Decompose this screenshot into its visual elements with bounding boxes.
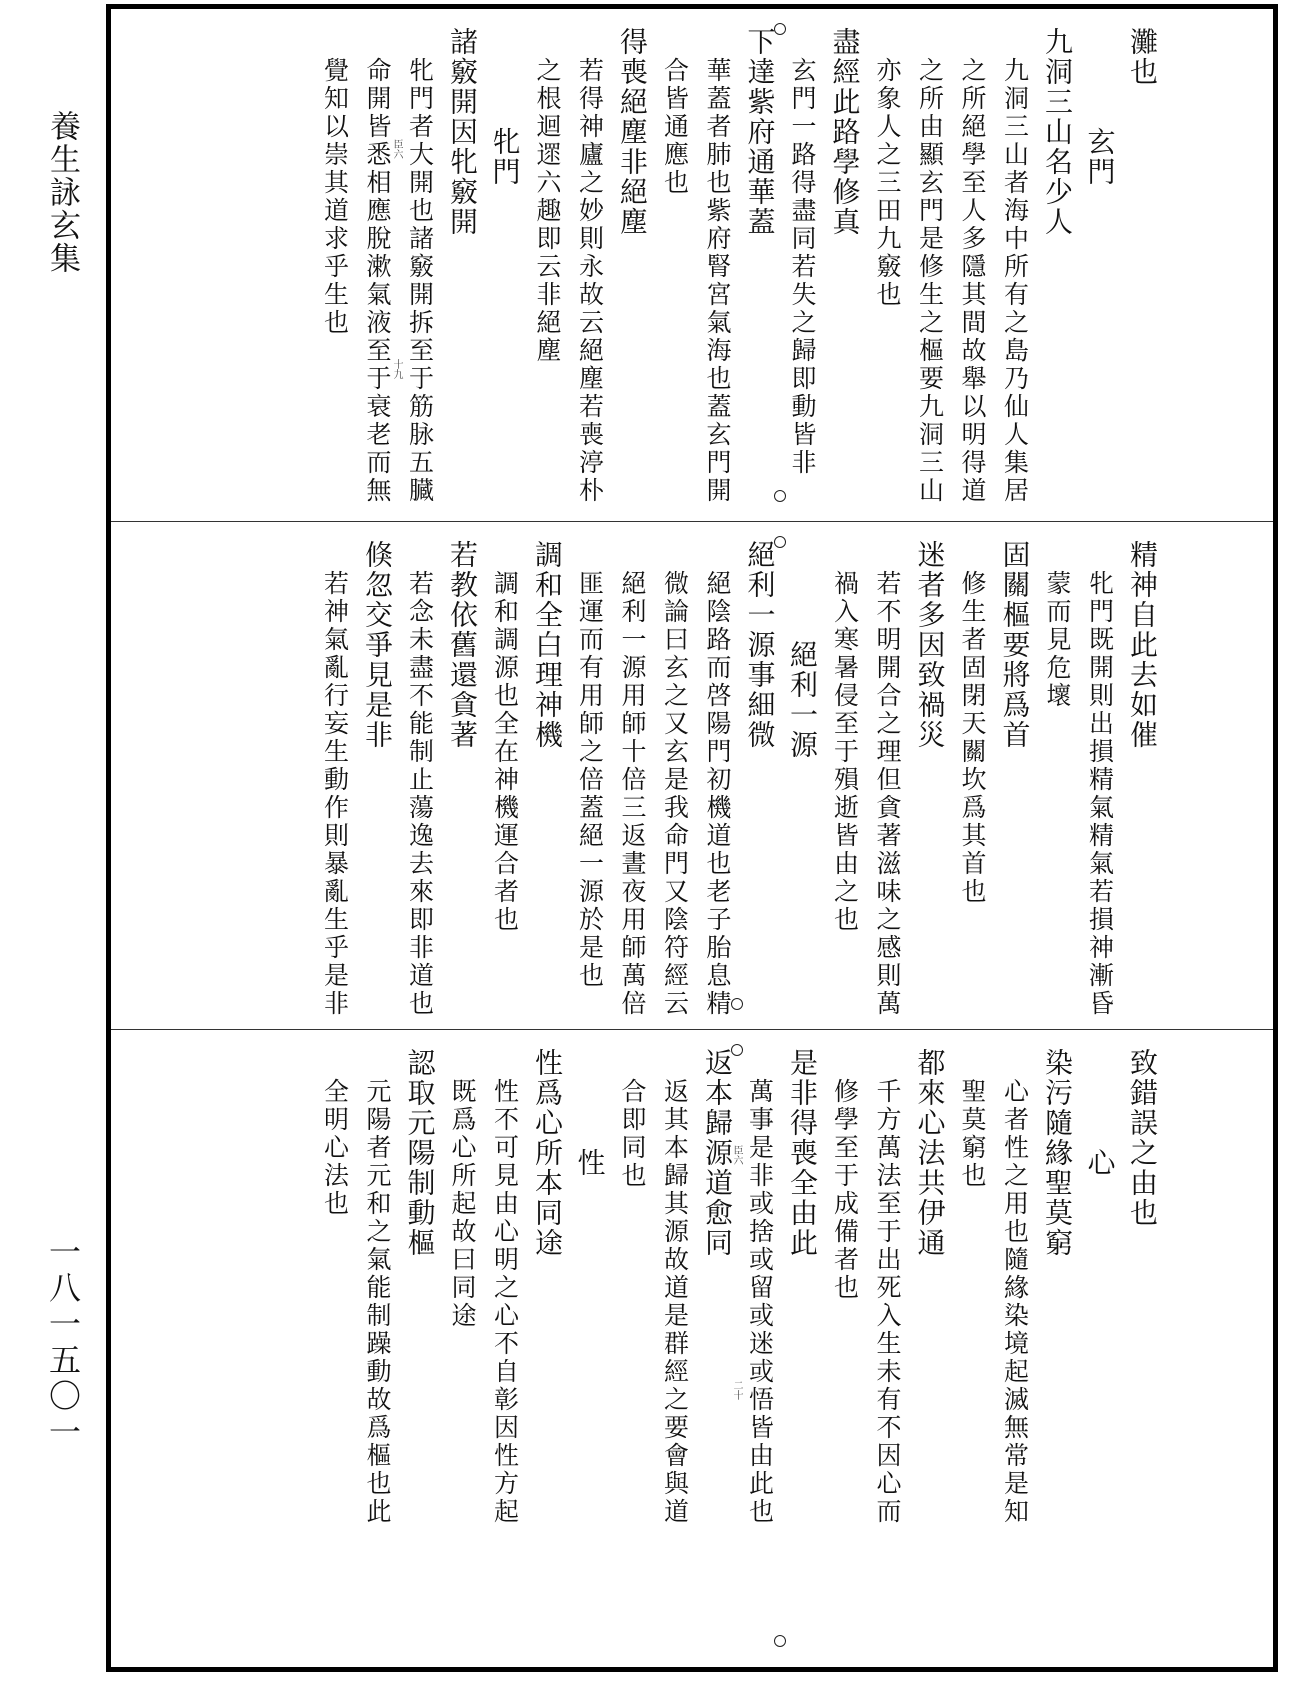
text-column: 若得神廬之妙則永故云絕塵若喪渟朴 <box>575 57 605 505</box>
text-column: 若神氣亂行妄生動作則暴亂生乎是非 <box>320 570 350 1018</box>
text-column: 牝門 <box>488 127 522 187</box>
text-column: 灘也 <box>1126 27 1159 87</box>
text-column: 亦象人之三田九竅也 <box>873 57 902 309</box>
text-column: 若念未盡不能制止蕩逸去來即非道也 <box>405 570 435 1018</box>
text-column: 都來心法共伊通 <box>913 1048 947 1258</box>
text-column: 千方萬法至于出死入生未有不因心而 <box>873 1078 902 1526</box>
folio-mark: 臣六 <box>731 1145 742 1165</box>
text-column: 元陽者元和之氣能制躁動故爲樞也此 <box>363 1078 392 1526</box>
text-column: 修學至于成備者也 <box>830 1078 860 1302</box>
text-column: 精神自此去如催 <box>1126 540 1159 750</box>
text-column: 若教依舊還貪著 <box>446 540 479 750</box>
punctuation-circle <box>774 1635 786 1647</box>
text-column: 微論曰玄之又玄是我命門又陰符經云 <box>660 570 690 1018</box>
text-column: 華蓋者肺也紫府腎宮氣海也蓋玄門開 <box>703 57 732 505</box>
text-column: 牝門既開則出損精氣精氣若損神漸昏 <box>1085 570 1115 1018</box>
text-column: 玄門一路得盡同若失之歸即動皆非 <box>788 57 817 477</box>
text-column: 盡經此路學修真 <box>828 27 862 237</box>
text-column: 覺知以崇其道求乎生也 <box>320 57 350 337</box>
text-column: 九洞三山名少人 <box>1041 27 1074 237</box>
text-column: 是非得喪全由此 <box>786 1048 819 1258</box>
page-frame <box>106 4 1278 1672</box>
folio-mark: 十九 <box>391 359 402 379</box>
text-column: 牝門者大開也諸竅開拆至于筋脉五臓 <box>405 57 435 505</box>
text-column: 認取元陽制動樞 <box>403 1048 437 1258</box>
register-middle <box>111 522 1273 1030</box>
text-column: 絕利一源用師十倍三返晝夜用師萬倍 <box>618 570 647 1018</box>
text-column: 修生者固閉天關坎爲其首也 <box>958 570 987 906</box>
text-column: 之所絕學至人多隱其間故舉以明得道 <box>958 57 987 505</box>
text-column: 萬事是非或捨或留或迷或悟皆由此也 <box>745 1078 775 1526</box>
register-bottom <box>111 1030 1273 1667</box>
text-column: 迷者多因致禍災 <box>913 540 947 750</box>
text-column: 性 <box>573 1148 607 1178</box>
text-column: 調和全白理神機 <box>531 540 564 750</box>
text-column: 絕利一源事細微 <box>743 540 777 750</box>
text-column: 倏忽交爭見是非 <box>361 540 394 750</box>
text-column: 既爲心所起故曰同途 <box>448 1078 477 1330</box>
register-top <box>111 9 1273 522</box>
running-title: 養生詠玄集 <box>44 110 80 275</box>
text-column: 之所由顯玄門是修生之樞要九洞三山 <box>915 57 945 505</box>
text-column: 下達紫府通華蓋 <box>743 27 777 237</box>
text-column: 命開皆悉相應脫漱氣液至于衰老而無 <box>363 57 392 505</box>
text-column: 聖莫窮也 <box>958 1078 987 1190</box>
text-column: 之根迴遝六趣即云非絕塵 <box>533 57 562 365</box>
text-column: 蒙而見危壞 <box>1043 570 1072 710</box>
text-column: 致錯誤之由也 <box>1126 1048 1159 1228</box>
text-column: 性不可見由心明之心不自彰因性方起 <box>490 1078 520 1526</box>
punctuation-circle <box>774 23 786 35</box>
text-column: 若不明開合之理但貪著滋味之感則萬 <box>873 570 902 1018</box>
text-column: 返其本歸其源故道是群經之要會與道 <box>660 1078 690 1526</box>
text-column: 玄門 <box>1083 127 1117 187</box>
text-column: 絕陰路而啓陽門初機道也老子胎息精 <box>703 570 732 1018</box>
text-column: 全明心法也 <box>320 1078 350 1218</box>
text-column: 性爲心所本同途 <box>531 1048 564 1258</box>
text-column: 諸竅開因牝竅開 <box>446 27 479 237</box>
punctuation-circle <box>774 536 786 548</box>
text-column: 匪運而有用師之倍蓋絕一源於是也 <box>575 570 605 990</box>
text-column: 得喪絕塵非絕塵 <box>616 27 649 237</box>
text-column: 調和調源也全在神機運合者也 <box>490 570 520 934</box>
text-column: 心 <box>1083 1148 1117 1178</box>
folio-mark: 二十 <box>731 1380 742 1400</box>
folio-mark: 臣六 <box>391 139 402 159</box>
text-column: 返本歸源道愈同 <box>701 1048 734 1258</box>
text-column: 九洞三山者海中所有之島乃仙人集居 <box>1000 57 1030 505</box>
punctuation-circle <box>774 490 786 502</box>
page-number: 一八一五〇一 <box>44 1235 82 1451</box>
text-column: 合皆通應也 <box>660 57 690 197</box>
text-column: 心者性之用也隨緣染境起滅無常是知 <box>1000 1078 1030 1526</box>
punctuation-circle <box>731 998 743 1010</box>
text-column: 染污隨緣聖莫窮 <box>1041 1048 1074 1258</box>
text-column: 固關樞要將爲首 <box>998 540 1032 750</box>
text-column: 絕利一源 <box>786 640 819 760</box>
text-column: 合即同也 <box>618 1078 647 1190</box>
punctuation-circle <box>731 1044 743 1056</box>
text-column: 禍入寒暑侵至于殞逝皆由之也 <box>830 570 860 934</box>
